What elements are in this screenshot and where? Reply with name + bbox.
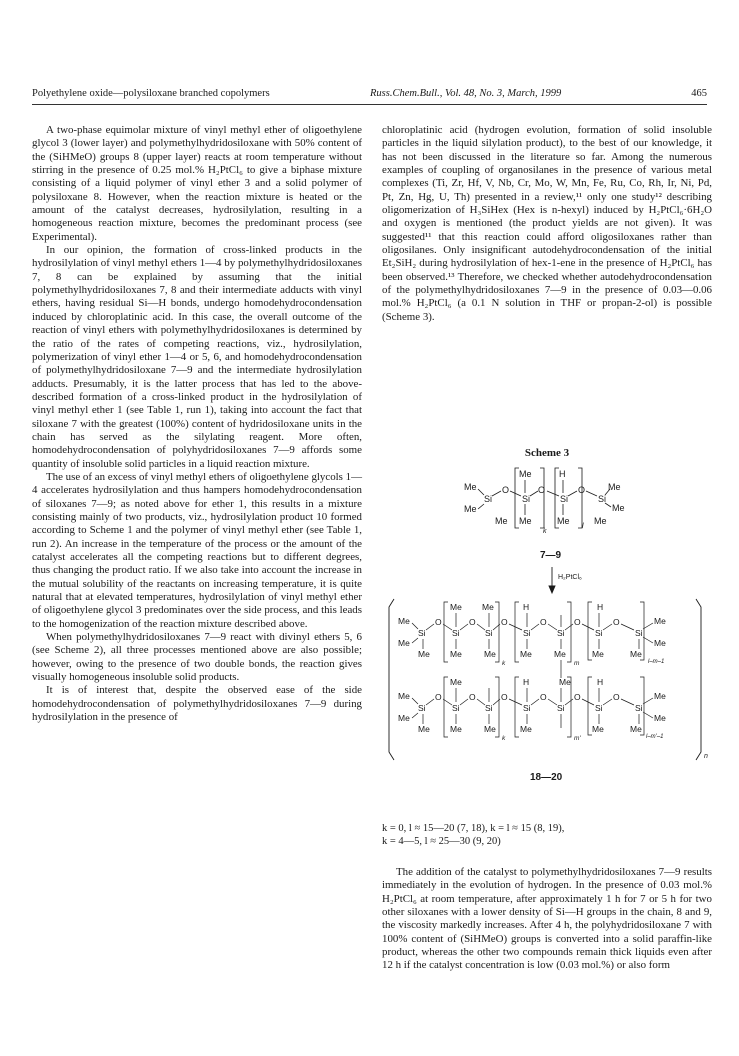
paragraph: It is of interest that, despite the observed ease of the side homodehydrocondensation of polymethylhydridosiloxanes 7—9 during hydrosilylation in the presence of xyxy=(32,684,362,724)
journal-citation: Russ.Chem.Bull., Vol. 48, No. 3, March, 1999 xyxy=(370,88,562,99)
subscript: n xyxy=(704,753,708,760)
caption-line: k = 4—5, l ≈ 25—30 (9, 20) xyxy=(382,835,501,847)
subscript: k xyxy=(543,528,547,535)
atom-label: O xyxy=(540,692,547,702)
atom-label: Si xyxy=(557,703,565,713)
atom-label: Me xyxy=(464,504,477,514)
atom-label: O xyxy=(501,617,508,627)
subscript: k xyxy=(502,735,506,742)
atom-label: Si xyxy=(452,703,460,713)
atom-label: Me xyxy=(484,649,496,659)
atom-label: Si xyxy=(598,494,607,504)
atom-label: O xyxy=(435,692,442,702)
atom-label: O xyxy=(613,617,620,627)
atom-label: Si xyxy=(635,703,643,713)
atom-label: Me xyxy=(418,649,430,659)
atom-label: Si xyxy=(418,628,426,638)
atom-label: Me xyxy=(520,649,532,659)
atom-label: Me xyxy=(520,724,532,734)
atom-label: Si xyxy=(523,628,531,638)
scheme-title: Scheme 3 xyxy=(524,447,570,459)
atom-label: O xyxy=(574,617,581,627)
atom-label: Me xyxy=(554,649,566,659)
paragraph: chloroplatinic acid (hydrogen evolution, formation of solid insoluble particles in the liquid silylation product), to the best of our knowledge, it has not been discussed in the literature so far. Among the numerous examples of coupling of organosilanes in the presence of various metal complexes (Ti, Zr, Hf, V, Nb, Cr, Mo, W, Mn, Fe, Ru, Co, Rh, Ir, Ni, Pd, Pt, Zn, Hg, U, Th) presented in a review,¹¹ only one study¹² describing oligomerization of H₃SiHex (Hex is n-hexyl) induced by H₂PtCl₆·6H₂O and oxygen is mentioned (the product yields are not given). It was suggested¹¹ that this reaction could afford oligosiloxanes rather than oligosilanes. Only insignificant autodehydrocondensation of the initial Et₂SiH₂ during hydrosilylation of hex-1-ene in the presence of H₂PtCl₆ has been observed.¹³ Therefore, we checked whether autodehydrocondensation of the polymethylhydridosiloxanes 7—9 in the presence of 0.03—0.06 mol.% H₂PtCl₆ (a 0.1 N solution in THF or propan-2-ol) is possible (Scheme 3). xyxy=(382,124,712,323)
atom-label: Me xyxy=(519,516,532,526)
atom-label: Me xyxy=(450,649,462,659)
atom-label: H xyxy=(523,602,530,612)
scheme-3-drawing xyxy=(382,462,712,812)
compound-label: 18—20 xyxy=(530,772,563,783)
atom-label: Si xyxy=(595,703,603,713)
atom-label: Me xyxy=(450,724,462,734)
atom-label: Me xyxy=(559,677,571,687)
subscript: l–m'–1 xyxy=(646,734,664,740)
atom-label: Me xyxy=(450,602,462,612)
atom-label: Me xyxy=(464,482,477,492)
scheme-caption xyxy=(382,823,712,848)
running-title: Polyethylene oxide—polysiloxane branched copolymers xyxy=(32,88,270,99)
scheme-3-figure xyxy=(382,462,712,812)
atom-label: Me xyxy=(484,724,496,734)
atom-label: Me xyxy=(557,516,570,526)
atom-label: O xyxy=(574,692,581,702)
atom-label: Me xyxy=(495,516,508,526)
atom-label: O xyxy=(538,485,546,495)
running-header xyxy=(32,88,707,105)
atom-label: Si xyxy=(485,703,493,713)
subscript: k xyxy=(502,660,506,667)
atom-label: Me xyxy=(482,602,494,612)
left-column xyxy=(32,124,362,724)
atom-label: H xyxy=(597,677,604,687)
atom-label: Si xyxy=(452,628,460,638)
paragraph: The addition of the catalyst to polymethylhydridosiloxanes 7—9 results immediately in the evolution of hydrogen. In the presence of 0.03 mol.% H₂PtCl₆ at room temperature, after approximately 1 h for 7 or 5 h for two other siloxanes with a lower density of Si—H groups in the chain, 8 and 9, the viscosity markedly increases. After 4 h, the polyhydridosiloxane 7 with 100% content of (SiHMeO) groups is converted into a solid paraffin-like product, whereas the other two compounds remain thick liquids even after 12 h if the catalyst concentration is low (0.03 mol.%) or also form xyxy=(382,866,712,972)
atom-label: Si xyxy=(635,628,643,638)
atom-label: H xyxy=(559,469,566,479)
atom-label: Me xyxy=(519,469,532,479)
subscript: m xyxy=(574,660,580,667)
caption-line: k = 0, l ≈ 15—20 (7, 18), k = l ≈ 15 (8, 19), xyxy=(382,823,565,834)
atom-label: Me xyxy=(592,649,604,659)
atom-label: Me xyxy=(654,691,666,701)
paragraph: A two-phase equimolar mixture of vinyl methyl ether of oligoethylene glycol 3 (lower layer) and polymethylhydridosiloxane with 50% content of the (SiHMeO) groups 8 (upper layer) reacts at room temperature without stirring in the presence of 0.25 mol.% H₂PtCl₆ to give a biphase mixture consisting of a liquid polymer of vinyl ether 3 and a solid polymer of polysiloxane 8. However, when the reaction mixture is heated or the amount of the catalyst decreases, hydrosilylation, resulting in a homogeneous reaction mixture, becomes the predominant process (see Experimental). xyxy=(32,124,362,243)
atom-label: Me xyxy=(592,724,604,734)
atom-label: Me xyxy=(398,691,410,701)
atom-label: H xyxy=(597,602,604,612)
atom-label: Me xyxy=(398,638,410,648)
atom-label: Me xyxy=(612,503,625,513)
subscript: l xyxy=(582,523,584,530)
atom-label: O xyxy=(613,692,620,702)
right-column-top xyxy=(382,124,712,324)
atom-label: Me xyxy=(630,724,642,734)
atom-label: Me xyxy=(608,482,621,492)
atom-label: Me xyxy=(594,516,607,526)
subscript: l–m–1 xyxy=(648,659,665,665)
atom-label: O xyxy=(469,617,476,627)
atom-label: O xyxy=(502,485,510,495)
atom-label: Me xyxy=(654,638,666,648)
paragraph: The use of an excess of vinyl methyl ethers of oligoethylene glycols 1—4 accelerates hydrosilylation and thus hampers homodehydrocondensation of siloxanes 7—9; as noted above for ether 1, this results in a mixture consisting mainly of two products, viz., hydrosilylation product 10 formed according to Scheme 1 and the polymer of vinyl methyl ether (see Table 1, run 2). An increase in the temperature of the process or the amount of the catalyst accelerates all the competing reactions but to different degrees, thus changing the product ratio. If we also take into account the increase in the mutual solubility of the reactants on increasing temperature, it is quite natural that at elevated temperatures, hydrosilylation of vinyl methyl ether of oligoethylene glycol 3 predominates over the side process, and this leads to the homogenization of the reaction mixture described above. xyxy=(32,470,362,630)
atom-label: O xyxy=(469,692,476,702)
atom-label: Si xyxy=(485,628,493,638)
page-number: 465 xyxy=(691,88,707,99)
atom-label: Si xyxy=(484,494,493,504)
atom-label: O xyxy=(578,485,586,495)
atom-label: Me xyxy=(418,724,430,734)
right-column-bottom xyxy=(382,866,712,973)
compound-label: 7—9 xyxy=(540,550,562,561)
paragraph: In our opinion, the formation of cross-linked products in the hydrosilylation of vinyl methyl ethers 1—4 by polymethylhydridosiloxanes 7, 8 can be explained by assuming that the initial polymethylhydridosiloxanes 7, 8 and their intermediate adducts with vinyl ethers, having residual Si—H bonds, undergo homodehydrocondensation induced by chloroplatinic acid. In this case, the overall outcome of the reaction of vinyl ethers with polymethylhydridosiloxanes is determined by the ratio of the rates of competing reactions, viz., hydrosilylation, polymerization of vinyl ether 1—4 or 5, 6, and homodehydrocondensation of polymethylhydridosiloxane 7—9 and the intermediate hydrosilylation adducts. Presumably, it is the latter process that has led to the above-described formation of a cross-linked product in the hydrosilylation of vinyl methyl ether 1 (see Table 1, run 1), taking into account the fact that siloxane 7 with the greatest (100%) content of hydridosiloxane units in the chain has served as the silylating reagent. More often, homodehydrocondensation of polyhydridosiloxanes 7—9 affords some quantity of insoluble solid particles in a liquid reaction mixture. xyxy=(32,244,362,470)
catalyst-label: H₂PtCl₆ xyxy=(558,574,582,581)
atom-label: Me xyxy=(630,649,642,659)
atom-label: Si xyxy=(595,628,603,638)
atom-label: Me xyxy=(654,713,666,723)
atom-label: Me xyxy=(654,616,666,626)
atom-label: O xyxy=(435,617,442,627)
atom-label: Si xyxy=(523,703,531,713)
atom-label: H xyxy=(523,677,530,687)
atom-label: Me xyxy=(450,677,462,687)
atom-label: Me xyxy=(398,713,410,723)
atom-label: O xyxy=(540,617,547,627)
atom-label: Si xyxy=(418,703,426,713)
atom-label: O xyxy=(501,692,508,702)
atom-label: Si xyxy=(560,494,569,504)
atom-label: Me xyxy=(398,616,410,626)
paragraph: When polymethylhydridosiloxanes 7—9 react with divinyl ethers 5, 6 (see Scheme 2), all three processes mentioned above are also possible; however, owing to the presence of two double bonds, the reaction gives visually homogeneous insoluble solid products. xyxy=(32,631,362,684)
subscript: m' xyxy=(574,735,581,742)
atom-label: Si xyxy=(522,494,531,504)
atom-label: Si xyxy=(557,628,565,638)
